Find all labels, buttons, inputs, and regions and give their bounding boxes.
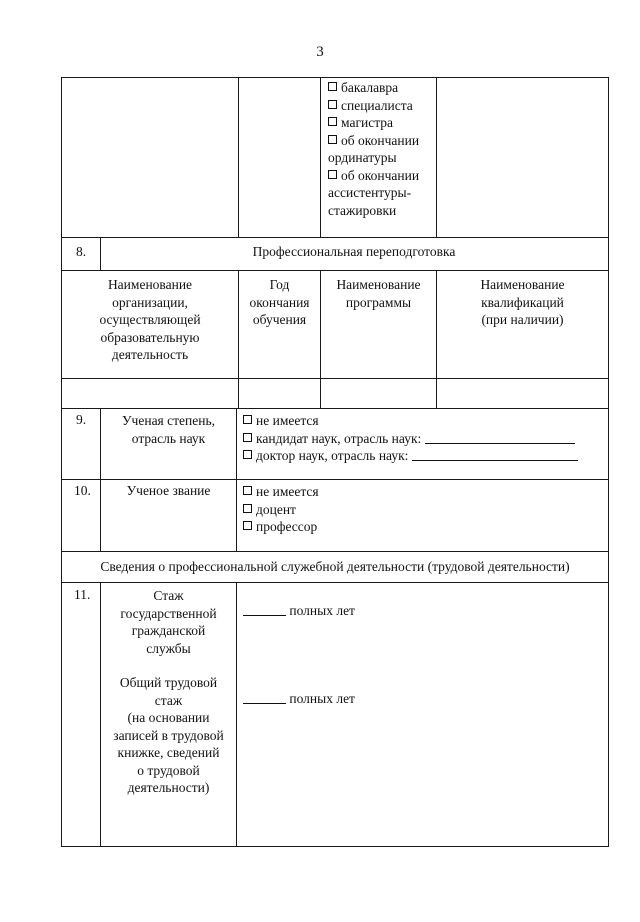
- total-experience-years-field: полных лет: [243, 691, 355, 707]
- checkbox-icon[interactable]: [328, 82, 337, 91]
- year-input-cell[interactable]: [239, 379, 320, 408]
- total-years-blank[interactable]: [243, 692, 286, 704]
- section-8-number: 8.: [76, 244, 87, 259]
- checkbox-icon[interactable]: [328, 135, 337, 144]
- checkbox-icon[interactable]: [328, 117, 337, 126]
- doctor-option[interactable]: доктор наук, отрасль наук:: [243, 447, 578, 465]
- checkbox-icon[interactable]: [328, 100, 337, 109]
- work-activity-section-header: Сведения о профессиональной служебной деятельности (трудовой деятельности): [100, 559, 570, 574]
- degree-option[interactable]: специалиста: [328, 97, 419, 115]
- academic-title-options: [243, 483, 319, 536]
- row-9-label: Ученая степень, отрасль наук: [122, 413, 215, 446]
- degree-none-option[interactable]: не имеется: [243, 412, 578, 430]
- title-none-option[interactable]: не имеется: [243, 483, 319, 501]
- row-9-number: 9.: [76, 412, 87, 427]
- degree-option-continued: ординатуры: [328, 150, 397, 165]
- checkbox-icon[interactable]: [328, 170, 337, 179]
- checkbox-icon[interactable]: [243, 486, 252, 495]
- degree-option[interactable]: об окончании: [328, 132, 419, 150]
- row-10-label: Ученое звание: [126, 483, 211, 498]
- checkbox-icon[interactable]: [243, 450, 252, 459]
- checkbox-icon[interactable]: [243, 415, 252, 424]
- total-experience-label: Общий трудовой стаж (на основании записей в трудовой книжке, сведений о трудовой деятельности): [113, 675, 224, 795]
- civil-years-blank[interactable]: [243, 604, 286, 616]
- civil-service-label: Стаж государственной гражданской службы: [120, 588, 217, 656]
- degree-option[interactable]: бакалавра: [328, 79, 419, 97]
- organization-input-cell[interactable]: [62, 379, 238, 408]
- academic-degree-options: [243, 412, 578, 465]
- candidate-option[interactable]: кандидат наук, отрасль наук:: [243, 430, 578, 448]
- docent-option[interactable]: доцент: [243, 501, 319, 519]
- candidate-field-blank[interactable]: [425, 432, 575, 444]
- header-program: Наименование программы: [336, 277, 421, 310]
- header-organization: Наименование организации, осуществляющей образовательную деятельность: [99, 277, 201, 362]
- checkbox-icon[interactable]: [243, 521, 252, 530]
- header-qualification: Наименование квалификаций (при наличии): [480, 277, 565, 327]
- row-11-number: 11.: [74, 587, 91, 602]
- degree-option[interactable]: об окончании: [328, 167, 419, 185]
- row-10-number: 10.: [74, 483, 91, 498]
- page-number: 3: [316, 44, 324, 60]
- qualification-input-cell[interactable]: [437, 379, 608, 408]
- professor-option[interactable]: профессор: [243, 518, 319, 536]
- doctor-field-blank[interactable]: [412, 449, 578, 461]
- degree-option[interactable]: магистра: [328, 114, 419, 132]
- civil-service-years-field: полных лет: [243, 603, 355, 619]
- section-8-title: Профессиональная переподготовка: [252, 244, 456, 259]
- degree-option-continued: стажировки: [328, 202, 397, 218]
- header-year: Год окончания обучения: [249, 277, 310, 327]
- degree-options-list: [328, 79, 419, 219]
- checkbox-icon[interactable]: [243, 504, 252, 513]
- checkbox-icon[interactable]: [243, 433, 252, 442]
- program-input-cell[interactable]: [321, 379, 436, 408]
- degree-option-continued: ассистентуры-: [328, 185, 412, 200]
